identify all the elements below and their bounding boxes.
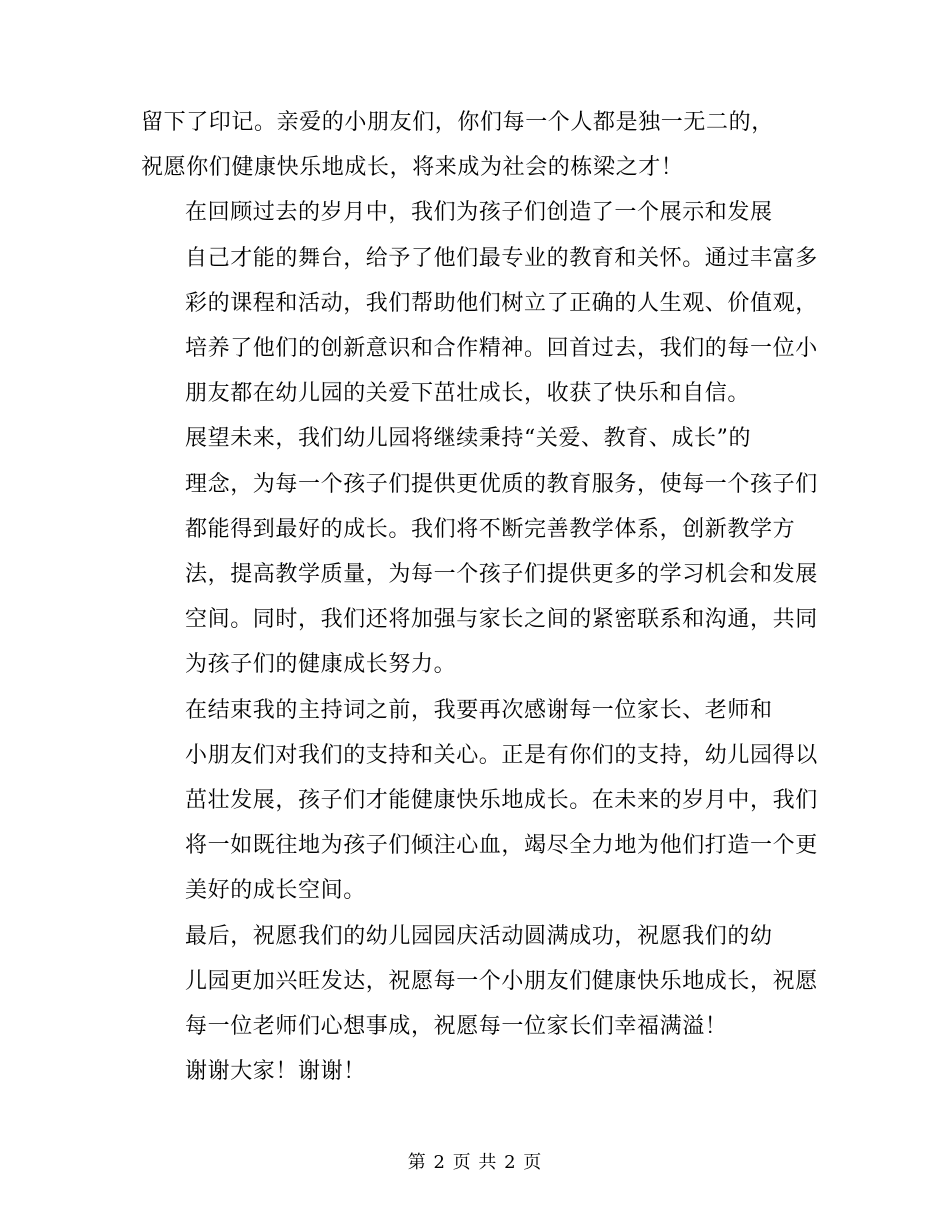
paragraph-1 [141,100,801,190]
paragraph-4 [141,688,818,914]
text-line: 法，提高教学质量，为每一个孩子们提供更多的学习机会和发展 [185,562,818,588]
text-line: 祝愿你们健康快乐地成长，将来成为社会的栋梁之才！ [141,155,684,181]
paragraph-3 [141,416,818,687]
paragraph-2 [141,190,818,416]
text-line: 彩的课程和活动，我们帮助他们树立了正确的人生观、价值观， [185,290,818,316]
text-line: 茁壮发展，孩子们才能健康快乐地成长。在未来的岁月中，我们 [185,788,818,814]
text-line: 空间。同时，我们还将加强与家长之间的紧密联系和沟通，共同 [185,607,818,633]
page-footer: 第 2 页 共 2 页 [407,1152,543,1173]
paragraph-5 [141,914,818,1050]
text-line: 在结束我的主持词之前，我要再次感谢每一位家长、老师和 [185,697,773,723]
text-line: 都能得到最好的成长。我们将不断完善教学体系，创新教学方 [185,516,796,542]
text-line: 在回顾过去的岁月中，我们为孩子们创造了一个展示和发展 [185,200,773,226]
text-line: 谢谢大家！谢谢！ [185,1059,366,1085]
text-line: 美好的成长空间。 [185,878,366,904]
text-line: 展望未来，我们幼儿园将继续秉持“关爱、教育、成长”的 [185,426,752,452]
document-body [141,100,818,1094]
text-line: 儿园更加兴旺发达，祝愿每一个小朋友们健康快乐地成长，祝愿 [185,968,818,994]
text-line: 理念，为每一个孩子们提供更优质的教育服务，使每一个孩子们 [185,471,818,497]
text-line: 培养了他们的创新意识和合作精神。回首过去，我们的每一位小 [185,336,818,362]
text-line: 最后，祝愿我们的幼儿园园庆活动圆满成功，祝愿我们的幼 [185,923,773,949]
text-line: 为孩子们的健康成长努力。 [185,652,457,678]
text-line: 留下了印记。亲爱的小朋友们，你们每一个人都是独一无二的， [141,110,774,135]
text-line: 将一如既往地为孩子们倾注心血，竭尽全力地为他们打造一个更 [185,833,818,859]
text-line: 小朋友们对我们的支持和关心。正是有你们的支持，幼儿园得以 [185,742,818,768]
paragraph-6 [141,1049,801,1094]
text-line: 朋友都在幼儿园的关爱下茁壮成长，收获了快乐和自信。 [185,381,751,407]
text-line: 每一位老师们心想事成，祝愿每一位家长们幸福满溢！ [185,1014,728,1040]
text-line: 自己才能的舞台，给予了他们最专业的教育和关怀。通过丰富多 [185,245,818,271]
